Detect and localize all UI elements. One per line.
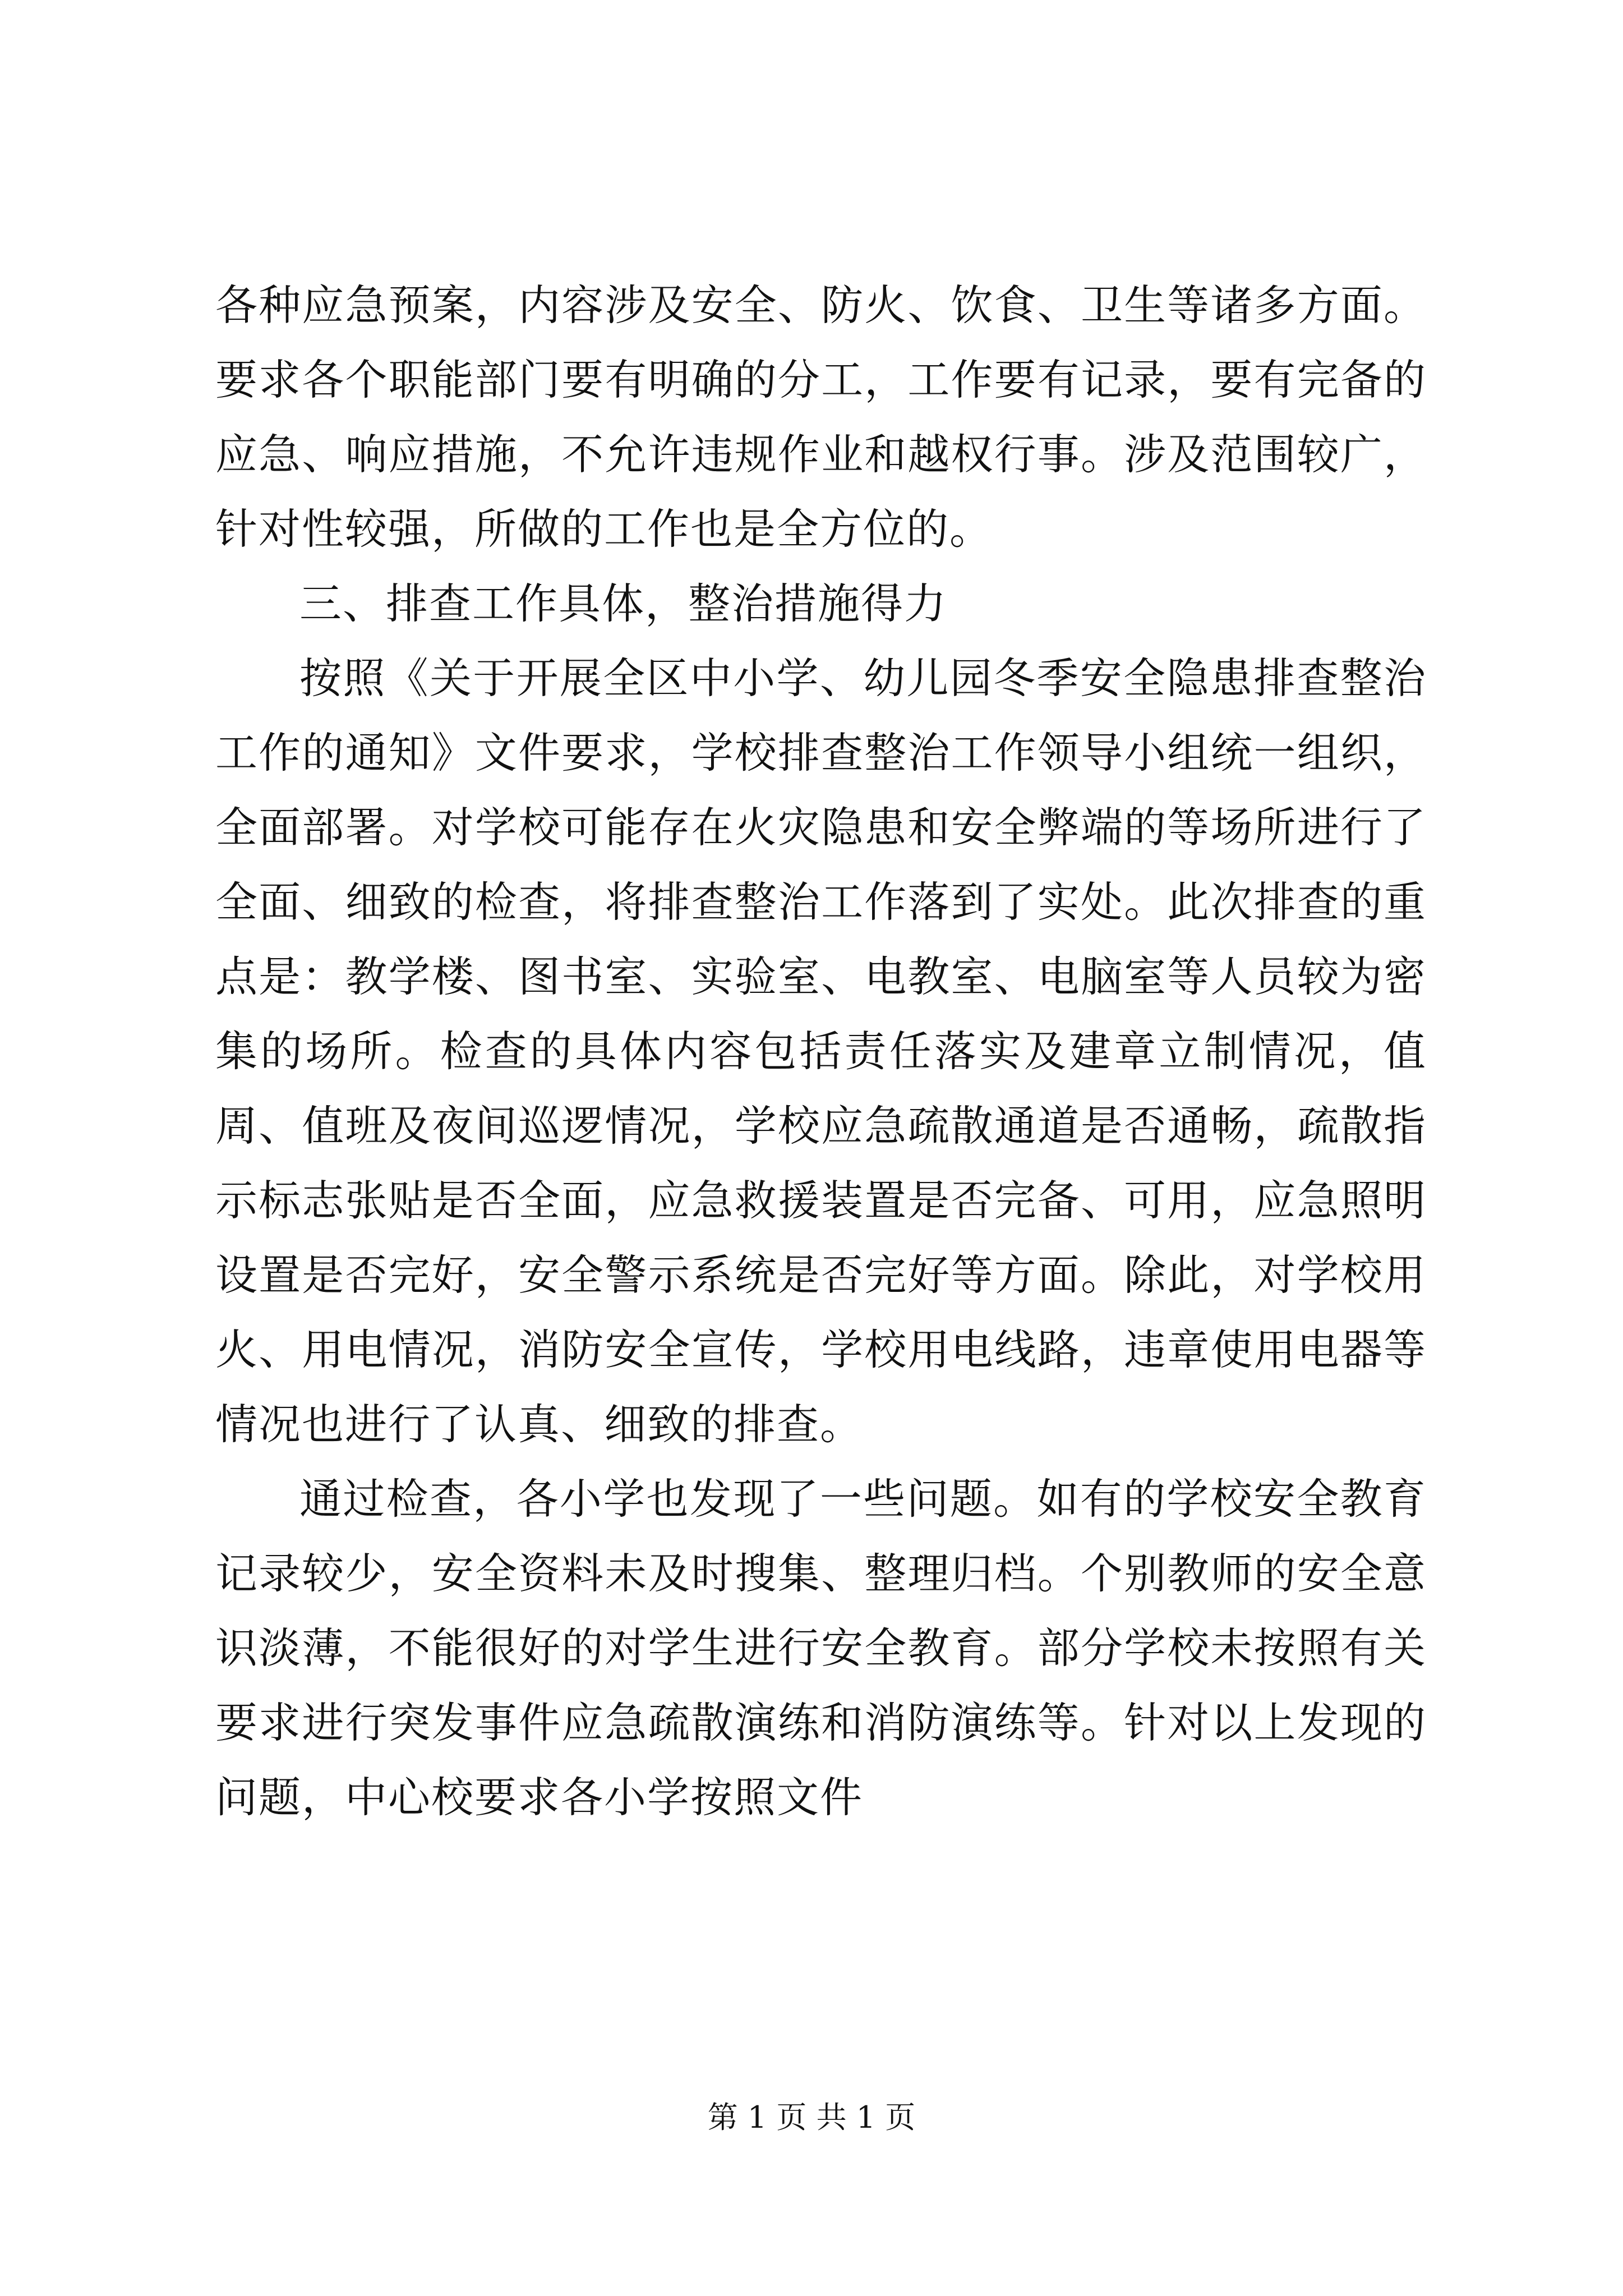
paragraph-problems: 通过检查，各小学也发现了一些问题。如有的学校安全教育记录较少，安全资料未及时搜集、整理归档。个别教师的安全意识淡薄，不能很好的对学生进行安全教育。部分学校未按照有关要求进行突发事件应急疏散演练和消防演练等。针对以上发现的问题，中心校要求各小学按照文件 xyxy=(215,1474,1427,1822)
document-body xyxy=(215,268,1427,1835)
page-footer: 第 1 页 共 1 页 xyxy=(707,2100,916,2135)
section-heading: 三、排查工作具体，整治措施得力 xyxy=(299,579,948,628)
paragraph-continuation: 各种应急预案，内容涉及安全、防火、饮食、卫生等诸多方面。要求各个职能部门要有明确的分工，工作要有记录，要有完备的应急、响应措施，不允许违规作业和越权行事。涉及范围较广，针对性较强，所做的工作也是全方位的。 xyxy=(215,280,1427,554)
paragraph-inspection: 按照《关于开展全区中小学、幼儿园冬季安全隐患排查整治工作的通知》文件要求，学校排查整治工作领导小组统一组织，全面部署。对学校可能存在火灾隐患和安全弊端的等场所进行了全面、细致的检查，将排查整治工作落到了实处。此次排查的重点是：教学楼、图书室、实验室、电教室、电脑室等人员较为密集的场所。检查的具体内容包括责任落实及建章立制情况，值周、值班及夜间巡逻情况，学校应急疏散通道是否通畅，疏散指示标志张贴是否全面，应急救援装置是否完备、可用，应急照明设置是否完好，安全警示系统是否完好等方面。除此，对学校用火、用电情况，消防安全宣传，学校用电线路，违章使用电器等情况也进行了认真、细致的排查。 xyxy=(215,654,1427,1449)
